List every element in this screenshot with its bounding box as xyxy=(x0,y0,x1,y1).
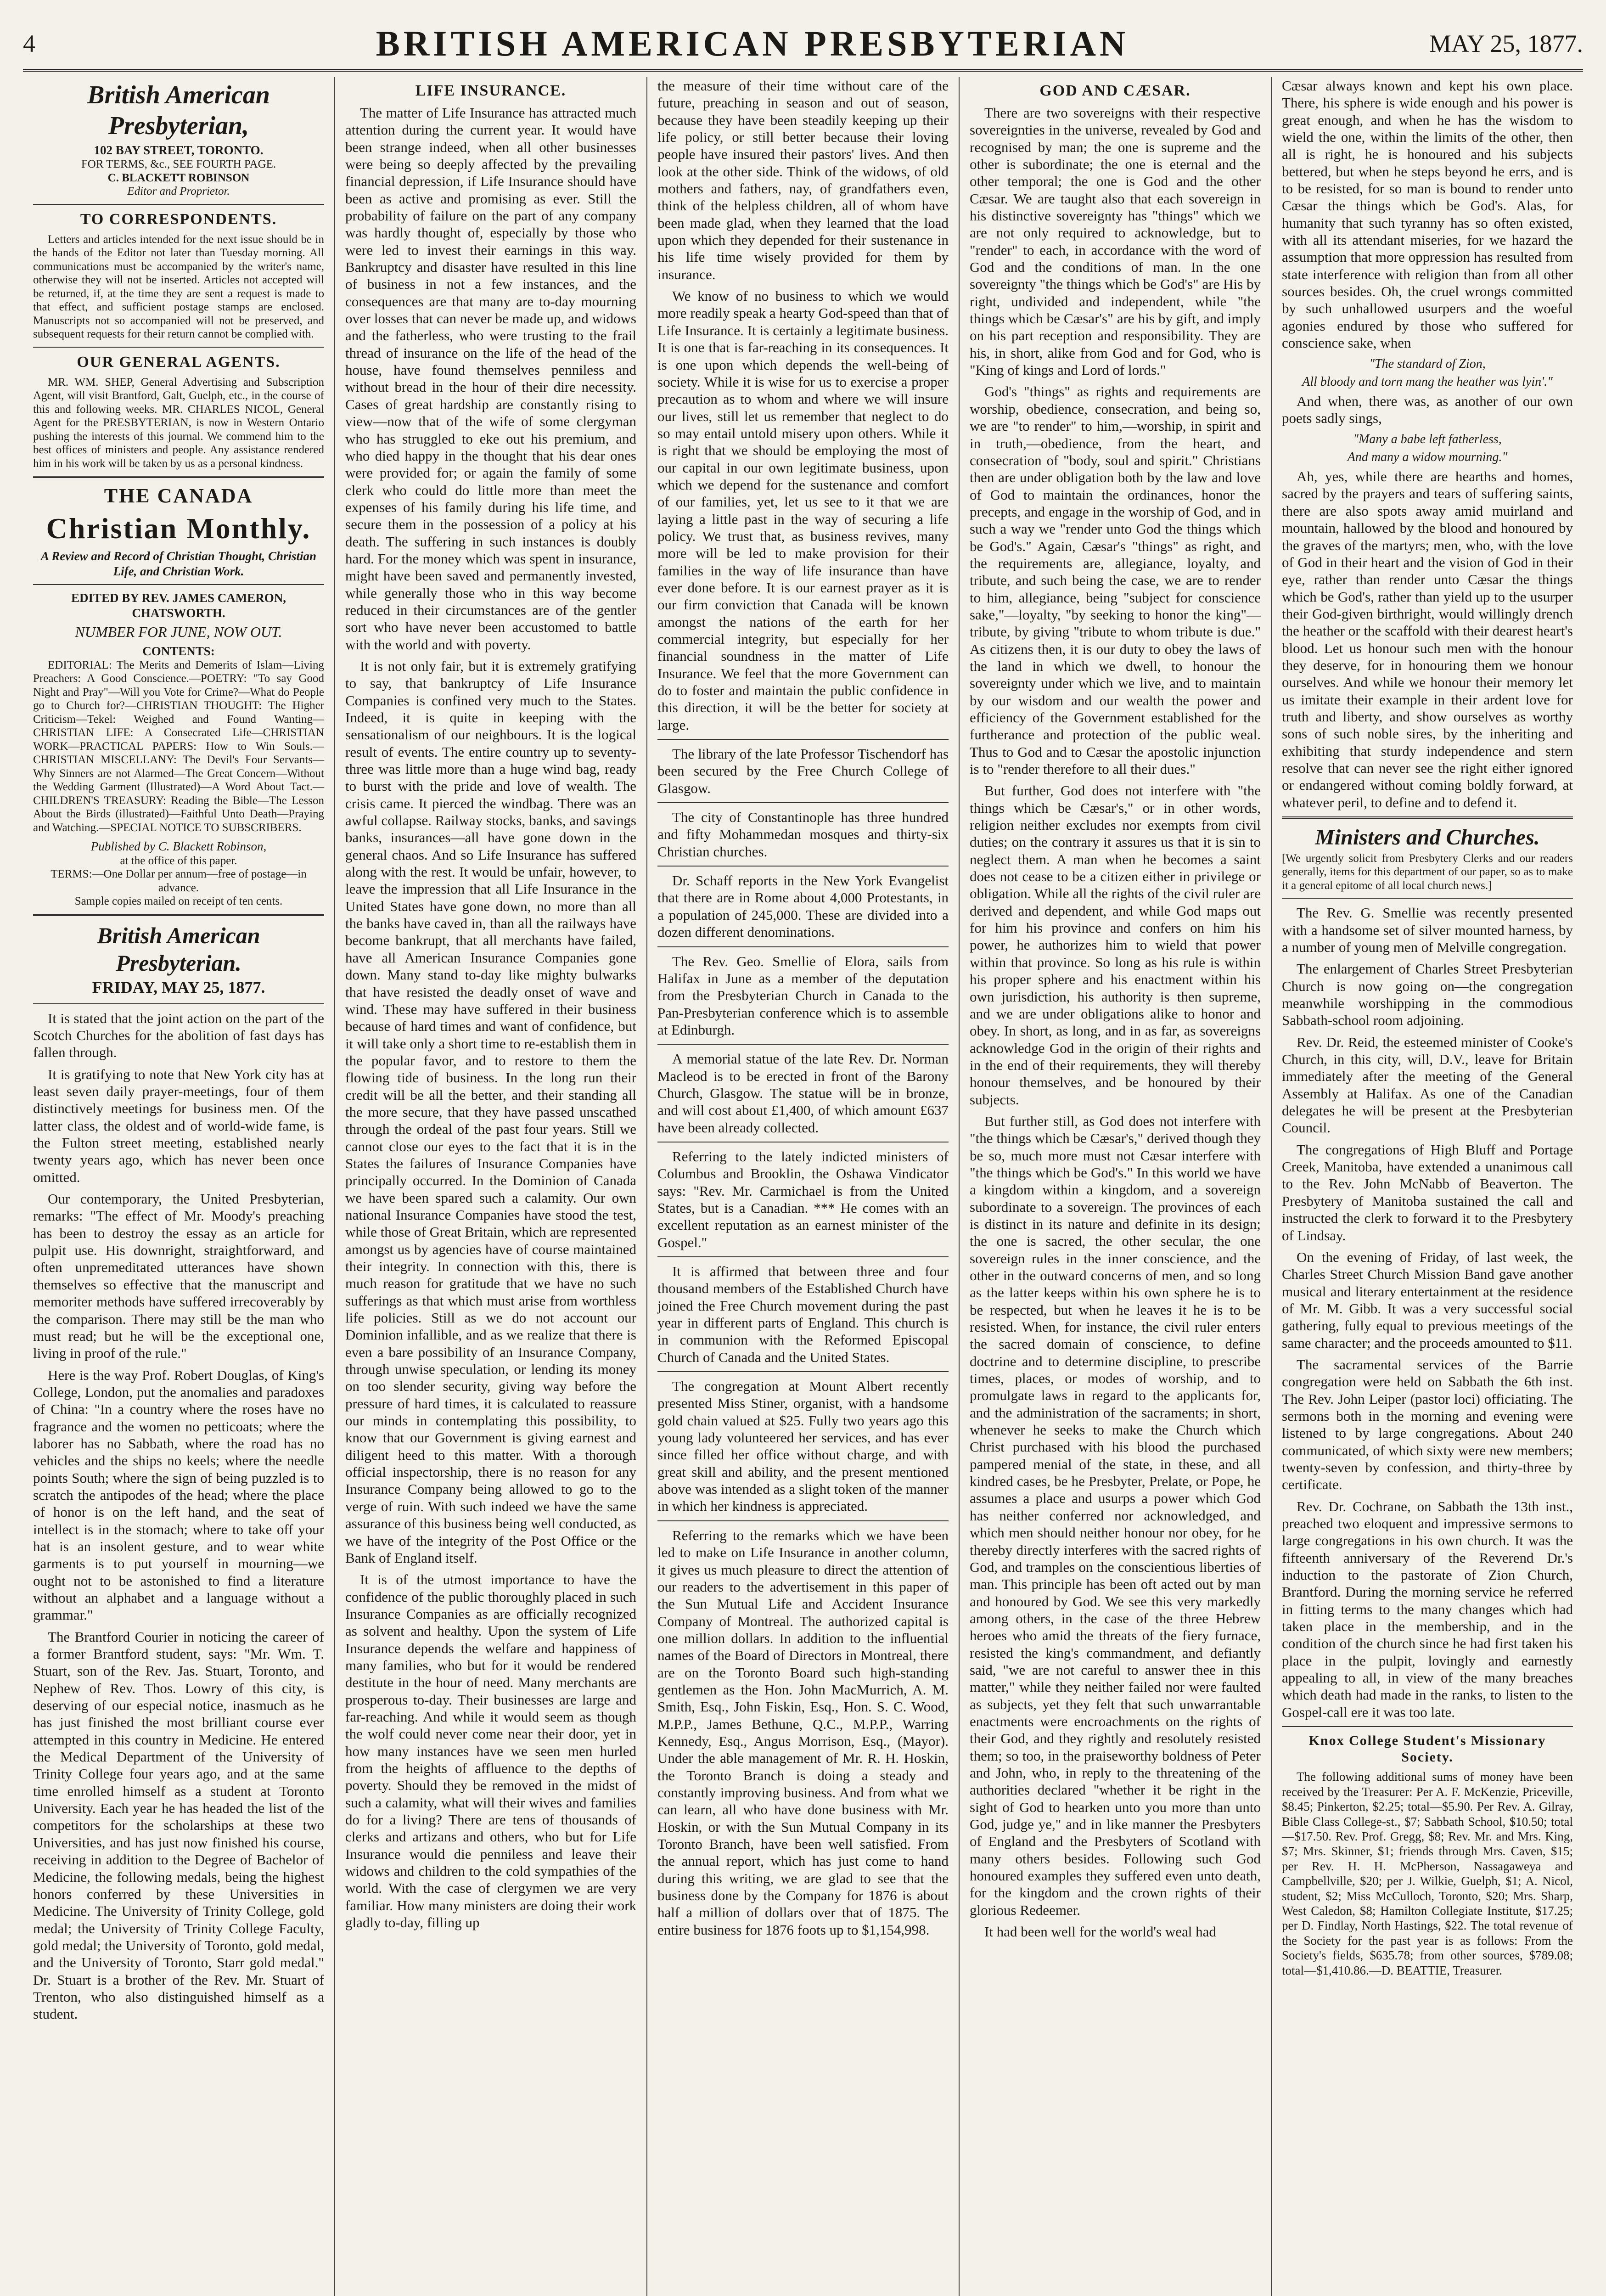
page-number: 4 xyxy=(23,30,35,57)
contents-text: EDITORIAL: The Merits and Demerits of Islam—Living Preachers: A Good Conscience.—POETRY: "To say Good Night and Pray"—Will you Vote for Crime?—What do People go to Church for?—CHRISTIAN THOUGHT: The Higher Criticism—Tekel: Weighed and Found Wanting—CHRISTIAN LIFE: A Consecrated Life—CHRISTIAN WORK—PRACTICAL PAPERS: How to Win Souls.—CHRISTIAN MISCELLANY: The Devil's Four Servants—Why Sinners are not Alarmed—The Great Concern—Without the Wedding Garment (Illustrated)—A Word About Tact.—CHILDREN'S TREASURY: Reading the Bible—The Lesson About the Birds (illustrated)—Faithful Unto Death—Praying and Watching.—SPECIAL NOTICE TO SUBSCRIBERS. xyxy=(33,658,324,834)
paragraph: Ah, yes, while there are hearths and homes, sacred by the prayers and tears of suffering saints, there are also spots away amid muirland and mountain, hallowed by the blood and honoured by the graves of the martyrs; men, who, with the love of God in their heart and the vision of God in their eye, rather than render unto Cæsar the things which be God's, rather than yield up to the usurper their God-given birthright, would willingly drench the heather or the scaffold with their dearest heart's blood. Let us honour such men with the honour they deserve, for in honouring them we honour ourselves. And while we honour their memory let us imitate their example in their ardent love for truth and liberty, and show ourselves as worthy sons of such noble sires, by the inheriting and exhibiting that sturdy independence and stern resolve that can never see the right either ignored or endangered without coming boldly forward, at whatever peril, to define and to defend it. xyxy=(1282,468,1573,810)
published-by: Published by C. Blackett Robinson, xyxy=(90,839,267,854)
paragraph: the measure of their time without care of the future, preaching in season and out of season, because they have been steadily keeping up their life policy, or still better because their loving people have insured their pastors' lives. And then look at the other side. Think of the widows, of old mothers and fathers, nay, of grandfathers even, think of the helpless children, all of whom have been made glad, when they learned that the load upon which they depended for their sustenance in his life time wisely provided for them by insurance. xyxy=(657,78,949,282)
nameplate: British American Presbyterian, xyxy=(87,81,270,141)
knox-heading: Knox College Student's Missionary Society. xyxy=(1308,1733,1546,1765)
news-item: Referring to the lately indicted ministers of Columbus and Brooklin, the Oshawa Vindicator says: "Rev. Mr. Carmichael is from the United States, but is a Canadian. *** He comes with an excellent reputation as an earnest minister of the Gospel." xyxy=(657,1148,949,1250)
paragraph: But further still, as God does not interfere with "the things which be Cæsar's," derived though they be so, much more must not Cæsar interfere with "the things which be God's." In this world we have a kingdom within a kingdom, and a sovereign subordinate to a sovereign. The provinces of each is distinct in its nature and definite in its design; the one is sacred, the other secular, the one sovereign rules in the inner conscience, and the other in the outward concerns of men, and so long as the latter keeps within his own sphere he is to be respected, but when he leaves it he is to be resisted. When, for instance, the civil ruler enters the sacred domain of conscience, to define doctrine and to determine discipline, to prescribe times, places, or modes of worship, and to promulgate laws in regard to the applicants for, and the administration of the sacraments; in short, whenever he seeks to make the Church which Christ purchased with his blood the purchased pampered menial of the state, in these, and all kindred cases, be he Presbyter, Prelate, or Pope, he assumes a place and usurps a power which God has neither conferred nor acknowledged, and which men should neither honour nor obey, for he thereby directly interferes with the sacred rights of God, and tramples on the conscientious liberties of man. This principle has been oft acted out by man and honoured by God. We see this very markedly among others, in the case of the three Hebrew heroes who amid the threats of the fiery furnace, resisted the king's commandment, and defiantly said, "we are not careful to answer thee in this matter," while they neither failed nor were faulted as subjects, yet they felt that such unwarrantable enactments were encroachments on the rights of their God, and they rightly and resolutely resisted them; so too, in the praiseworthy boldness of Peter and John, who, in reply to the threatening of the authorities declared "whether it be right in the sight of God to hearken unto you more than unto God, judge ye," and in like manner the Presbyters of England and the Presbyters of Scotland with many others besides. Following such God honoured examples they suffered even unto death, for the kingdom and the crown rights of their glorious Redeemer. xyxy=(970,1113,1261,1918)
church-item: The enlargement of Charles Street Presbyterian Church is now going on—the congregation meanwhile worshipping in the commodious Sabbath-school room adjoining. xyxy=(1282,961,1573,1029)
issue-date-header: MAY 25, 1877. xyxy=(1429,30,1583,57)
church-item: The congregations of High Bluff and Portage Creek, Manitoba, have extended a unanimous call to the Rev. John McNabb of Beaverton. The Presbytery of Manitoba sustained the call and instructed the clerk to forward it to the Presbytery of Lindsay. xyxy=(1282,1141,1573,1244)
paragraph: Here is the way Prof. Robert Douglas, of King's College, London, put the anomalies and paradoxes of China: "In a country where the roses have no fragrance and the women no petticoats; where the laborer has no Sabbath, where the road has no vehicles and the ships no keels; where the needle points South; where the sign of being puzzled is to scratch the antipodes of the head; where the place of honor is on the left hand, and the seat of intellect is in the stomach; where to take off your hat is an insolent gesture, and to wear white garments is to put yourself in mourning—we ought not to be astonished to find a literature without an alphabet and a language without a grammar." xyxy=(33,1367,324,1623)
paragraph: Cæsar always known and kept his own place. There, his sphere is wide enough and his power is great enough, and when he has the wisdom to wield the one, within the limits of the other, then all is right, he is honoured and his subjects bettered, but when he steps beyond he errs, and is to be resisted, for so man is bound to render unto Cæsar the things which be God's. Alas, for humanity that such tyranny has so often existed, with all its attendant miseries, for we hazard the assumption that more oppression has resulted from state interference with religion than from all other sources besides. Oh, the cruel wrongs committed by such unhallowed usurpers and the woeful agonies endured by those who suffered for conscience sake, when xyxy=(1282,78,1573,351)
paragraph: There are two sovereigns with their respective sovereignties in the universe, revealed by God and recognised by man; the one is supreme and the other is subordinate; the one is eternal and the other temporal; the one is God and the other Cæsar. We are taught also that each sovereign in his distinctive sovereignty has "things" which we are not only required to acknowledge, but to "render" to each, in accordance with the word of God and the conditions of man. In the one sovereignty "the things which be God's" are His by right, undivided and independent, while "the things which be Cæsar's" are his by gift, and imply on his part reception and responsibility. They are his, in short, alike from God and for God, who is "King of kings and Lord of lords." xyxy=(970,104,1261,378)
verse-line: "Many a babe left fatherless, xyxy=(1353,432,1502,446)
contents-heading: CONTENTS: xyxy=(142,644,215,658)
paragraph: The matter of Life Insurance has attracted much attention during the current year. It would have been strange indeed, when all other businesses were being so deeply affected by the prevailing financial depression, if Life Insurance should have been as active and promising as ever. Still the probability of failure on the part of any company was hardly thought of, especially by those who were led to invest their earnings in this way. Bankruptcy and disaster have resulted in this line of business in not a few instances, and the consequences are that many are to-day mourning over losses that can never be made up, and widows and the fatherless, who were trusting to the frail thread of insurance on the life of the head of the house, have found themselves penniless and without bread in the hour of their dire necessity. Cases of great hardship are constantly rising to view—now that of the wife of some clergyman who has struggled to eke out his premium, and who died happy in the thought that his dear ones were provided for; or again the family of some clerk who could do little more than meet the expenses of his family during his life time, and secure them in the possession of a policy at his death. The suffering in such instances is doubly hard. For the money which was spent in insurance, might have been saved and permanently invested, while generally those who in this way become reduced in their circumstances are of the gentler sort who have never been accustomed to battle with the world and with poverty. xyxy=(345,104,636,653)
verse-line: All bloody and torn mang the heather was lyin'." xyxy=(1302,375,1553,389)
paragraph: We know of no business to which we would more readily speak a hearty God-speed than that of Life Insurance. It is certainly a legitimate business. It is one that is far-reaching in its consequences. It is one upon which depends the well-being of society. While it is wise for us to exercise a proper precaution as to whom and where we will insure our lives, still let us remember that neglect to do so may entail untold misery upon others. While it is right that we should be employing the most of our capital in our own legitimate business, upon which we depend for the sustenance and comfort of our families, yet, let us see to it that we are laying a little past in the way of securing a life policy. We trust that, as business revives, many more will be led to make provision for their families in the way of life insurance than have ever done before. It is our earnest prayer as it is our firm conviction that Canada will be known amongst the nations of the earth for her commercial integrity, but especially for her financial soundness in the matter of Life Insurance. We feel that the more Government can do to foster and maintain the public confidence in this direction, it will be the better for society at large. xyxy=(657,288,949,733)
monthly-title: Christian Monthly. xyxy=(46,512,311,545)
news-item: The Rev. Geo. Smellie of Elora, sails from Halifax in June as a member of the deputation from the Presbyterian Church in Canada to the Pan-Presbyterian conference which is to assemble at Edinburgh. xyxy=(657,953,949,1038)
ministers-heading: Ministers and Churches. xyxy=(1315,825,1540,850)
monthly-the: THE CANADA xyxy=(104,484,253,507)
paragraph: The Brantford Courier in noticing the career of a former Brantford student, says: "Mr. Wm. T. Stuart, son of the Rev. Jas. Stuart, Toronto, and Nephew of Rev. Thos. Lowry of this city, is deserving of our especial notice, inasmuch as he has just finished the most brilliant course ever attempted in this country in Medicine. He entered the Medical Department of the University of Trinity College four years ago, and at the same time enrolled himself as a student at Toronto University. Each year he has headed the list of the competitors for the scholarships at these two Universities, and has just now finished his course, receiving in addition to the Degree of Bachelor of Medicine, the following medals, being the highest honors conferred by these Universities in Medicine. The University of Trinity College, gold medal; the University of Trinity College Faculty, gold medal; the University of Toronto, gold medal, and the University of Toronto, Starr gold medal." Dr. Stuart is a brother of the Rev. Mr. Stuart of Trenton, who also distinguished himself as a student. xyxy=(33,1628,324,2022)
church-item: The Rev. G. Smellie was recently presented with a handsome set of silver mounted harness, by a number of young men of Melville congregation. xyxy=(1282,905,1573,956)
church-item: The sacramental services of the Barrie congregation were held on Sabbath the 6th inst. The Rev. John Leiper (pastor loci) officiating. The sermons both in the morning and evening were listened to by large congregations. About 240 communicated, of which sixty were new members; twenty-seven by confession, and thirty-three by certificate. xyxy=(1282,1356,1573,1493)
church-item: On the evening of Friday, of last week, the Charles Street Church Mission Band gave another musical and literary entertainment at the residence of Mr. M. Gibb. It was a very successful social gathering, fully equal to previous meetings of the same character; and the proceeds amounted to $11. xyxy=(1282,1249,1573,1351)
terms-line: FOR TERMS, &c., SEE FOURTH PAGE. xyxy=(81,158,276,171)
paragraph: It is stated that the joint action on the part of the Scotch Churches for the abolition of fast days has fallen through. xyxy=(33,1010,324,1061)
church-item: Rev. Dr. Cochrane, on Sabbath the 13th inst., preached two eloquent and impressive sermons to large congregations in his own church. It was the fifteenth anniversary of the Reverend Dr.'s induction to the pastorate of Zion Church, Brantford. During the morning service he referred in fitting terms to the many changes which had taken place in the membership, and in the condition of the church since he had first taken his place in the pulpit, lovingly and earnestly appealing to all, in view of the many breaches which death had made in the ranks, to listen to the Gospel-call ere it was too late. xyxy=(1282,1498,1573,1720)
correspondents-text: Letters and articles intended for the next issue should be in the hands of the Editor not later than Tuesday morning. All communications must be accompanied by the writer's name, otherwise they will not be inserted. Articles not accepted will be returned, if, at the time they are sent a request is made to that effect, and sufficient postage stamps are enclosed. Manuscripts not so accompanied will not be preserved, and subsequent requests for their return cannot be complied with. xyxy=(33,233,324,341)
column-4 xyxy=(960,77,1272,2296)
news-item: The library of the late Professor Tischendorf has been secured by the Free Church College of Glasgow. xyxy=(657,746,949,796)
published-office: at the office of this paper. xyxy=(120,854,237,867)
terms: TERMS:—One Dollar per annum—free of postage—in advance. xyxy=(51,868,307,894)
news-item: It is affirmed that between three and four thousand members of the Established Church have joined the Free Church movement during the past year in different parts of England. This church is in communion with the Reformed Episcopal Church of Canada and the United States. xyxy=(657,1263,949,1365)
church-item: Rev. Dr. Reid, the esteemed minister of Cooke's Church, in this city, will, D.V., leave for Britain immediately after the meeting of the General Assembly at Halifax. As one of the Canadian delegates he will be present at the Presbyterian Council. xyxy=(1282,1034,1573,1136)
verse-line: "The standard of Zion, xyxy=(1369,356,1486,371)
knox-text: The following additional sums of money have been received by the Treasurer: Per A. F. McKenzie, Priceville, $8.45; Pinkerton, $2.25; total—$5.90. Per Rev. A. Gilray, Bible Class College-st., $7; Sabbath School, $10.50; total—$17.50. Rev. Prof. Gregg, $8; Rev. Mr. and Mrs. King, $7; Mrs. Skinner, $1; friends through Mrs. Caven, $15; per Rev. H. H. McPherson, Nassagaweya and Campbellville, $20; per J. Wilkie, Guelph, $1; A. Nicol, student, $2; Miss McCulloch, Toronto, $20; Mrs. Sharp, West Caledon, $8; Hamilton Collegiate Institute, $17.25; per D. Findlay, North Hastings, $22. The total revenue of the Society for the past year is as follows: From the Society's fields, $635.78; from other sources, $789.08; total—$1,410.86.—D. BEATTIE, Treasurer. xyxy=(1282,1770,1573,1977)
paper-title: BRITISH AMERICAN PRESBYTERIAN xyxy=(376,23,1129,63)
monthly-editor: EDITED BY REV. JAMES CAMERON, CHATSWORTH. xyxy=(71,591,286,620)
news-item: The city of Constantinople has three hundred and fifty Mohammedan mosques and thirty-six Christian churches. xyxy=(657,809,949,860)
agents-text: MR. WM. SHEP, General Advertising and Subscription Agent, will visit Brantford, Galt, Guelph, etc., in the course of this and following weeks. MR. CHARLES NICOL, General Agent for the PRESBYTERIAN, is now in Western Ontario pushing the interests of this journal. We commend him to the best offices of ministers and people. Any assistance rendered him in his work will be taken by us as a personal kindness. xyxy=(33,376,324,470)
column-3 xyxy=(647,77,960,2296)
correspondents-heading: TO CORRESPONDENTS. xyxy=(80,210,277,228)
paragraph: God's "things" as rights and requirements are worship, obedience, consecration, and being so, we are "to render" to him,—worship, in spirit and in truth,—obedience, from the heart, and consecration of "body, soul and spirit." Christians then are under obligation both by the law and love of God to maintain the ordinances, honor the precepts, and engage in the worship of God, and in such a way we "render unto God the things which be God's." Again, Cæsar's "things" as right, and the requirements are, allegiance, loyalty, and tribute, and such being the case, we are to render to him, allegiance, being "subject for conscience sake,"—loyalty, "by seeking to honor the king"—tribute, by giving "tribute to whom tribute is due." As citizens then, it is our duty to obey the laws of the land in which we dwell, to honour the sovereignty under which we live, and to maintain by our wisdom and our wealth the power and efficiency of the Government established for the furtherance and protection of the public weal. Thus to God and to Cæsar the apostolic injunction is to "render therefore to all their dues." xyxy=(970,383,1261,777)
address: 102 BAY STREET, TORONTO. xyxy=(94,143,264,157)
paragraph: It had been well for the world's weal had xyxy=(984,1924,1216,1940)
verse-line: And many a widow mourning." xyxy=(1347,450,1508,465)
paragraph: It is not only fair, but it is extremely gratifying to say, that bankruptcy of Life Insurance Companies is confined very much to the States. Indeed, it is quite in keeping with the sensationalism of our neighbours. It is the logical result of events. The entire country up to seventy-three was little more than a huge wind bag, ready to burst with the pride and love of wealth. The crisis came. It pierced the windbag. There was an awful collapse. Railway stocks, banks, and savings banks, insurances—all have gone down in the general chaos. And so Life Insurance has suffered along with the rest. It would be unfair, however, to leave the impression that all Life Insurance in the United States have gone down, no more than all the banks have caved in, than all the railways have become bankrupt, that all merchants have failed, have all American Insurance Companies gone down. Many stand to-day like mighty bulwarks that have resisted the deadly onset of wave and wind. These may have suffered in their business because of hard times and want of confidence, but it will take only a short time to re-establish them in the popular favor, and to restore to them the flowing tide of business. In the long run their credit will be all the better, and their standing all the more secure, that they have passed unscathed through the ordeal of the past four years. Still we cannot close our eyes to the fact that it is in the States the failures of Insurance Companies have principally occurred. In the Dominion of Canada we have been spared such a calamity. Our own national Insurance Companies have stood the test, while those of Great Britain, which are represented amongst us by agencies have of course maintained their integrity. In connection with this, there is much reason for gratitude that we have no such sufferings as that which must arise from worthless life policies. Still as we do not account our Dominion infallible, and as we realize that there is even a bare possibility of an Insurance Company, through unwise speculation, or lending its money on too slender security, giving way before the pressure of hard times, it is calculated to reassure our minds in contemplating this possibility, to know that our Government is giving earnest and diligent heed to this matter. With a thorough official inspectorship, there is no reason for any Insurance Company being allowed to go to the verge of ruin. With such indeed we have the same assurance of this business being well conducted, as we have of the integrity of the Post Office or the Bank of England itself. xyxy=(345,658,636,1566)
column-5 xyxy=(1272,77,1583,2296)
article-heading-god-and-caesar: GOD AND CÆSAR. xyxy=(1039,82,1191,99)
monthly-subtitle: A Review and Record of Christian Thought, Christian Life, and Christian Work. xyxy=(40,549,317,578)
paragraph: It is gratifying to note that New York city has at least seven daily prayer-meetings, four of them distinctively meetings for business men. Of the latter class, the oldest and of world-wide fame, is the Fulton street meeting, established nearly twenty years ago, which has never been once omitted. xyxy=(33,1066,324,1185)
masthead xyxy=(23,18,1583,72)
column-1 xyxy=(23,77,335,2296)
publisher: C. BLACKETT ROBINSON xyxy=(107,171,250,184)
news-item: Referring to the remarks which we have been led to make on Life Insurance in another column, it gives us much pleasure to direct the attention of our readers to the advertisement in this paper of the Sun Mutual Life and Accident Insurance Company of Montreal. The authorized capital is one million dollars. In addition to the influential names of the Board of Directors in Montreal, there are on the Toronto Board such high-standing gentlemen as the Hon. John MacMurrich, A. M. Smith, Esq., John Fiskin, Esq., Hon. S. C. Wood, M.P.P., James Bethune, Q.C., M.P.P., Warring Kennedy, Esq., Angus Morrison, Esq., (Mayor). Under the able management of Mr. R. H. Hoskin, the Toronto Branch is doing a steady and constantly improving business. And from what we can learn, all who have done business with Mr. Hoskin, or with the Sun Mutual Company in its Toronto Branch, have been well satisfied. From the annual report, which has just come to hand during this writing, we are glad to see that the business done by the Company for 1876 is about half a million of dollars over that of 1875. The entire business for 1876 foots up to $1,154,998. xyxy=(657,1527,949,1938)
column-2 xyxy=(335,77,647,2296)
article-heading-life-insurance: LIFE INSURANCE. xyxy=(415,82,567,99)
sample-copies: Sample copies mailed on receipt of ten cents. xyxy=(74,895,283,908)
publisher-role: Editor and Proprietor. xyxy=(127,185,230,198)
paragraph: And when, there was, as another of our own poets sadly sings, xyxy=(1282,393,1573,427)
nameplate-2: British American Presbyterian. xyxy=(97,922,260,976)
paragraph: Our contemporary, the United Presbyterian, remarks: "The effect of Mr. Moody's preaching has been to destroy the essay as an article for pulpit use. His downright, straightforward, and often unpremeditated utterances have shown themselves so effective that the manuscript and memoriter methods have suffered irrecoverably by the comparison. There may still be the man who must read; but he will be the exceptional one, living in proof of the rule." xyxy=(33,1191,324,1362)
news-item: The congregation at Mount Albert recently presented Miss Stiner, organist, with a handsome gold chain valued at $25. Fully two years ago this young lady volunteered her services, and has ever since filled her office without charge, and with great skill and ability, and the present mentioned above was intended as a slight token of the manner in which her kindness is appreciated. xyxy=(657,1378,949,1514)
news-item: Dr. Schaff reports in the New York Evangelist that there are in Rome about 4,000 Protestants, in a population of 245,000. These are divided into a dozen different denominations. xyxy=(657,872,949,940)
monthly-number: NUMBER FOR JUNE, NOW OUT. xyxy=(75,623,282,640)
paragraph: But further, God does not interfere with "the things which be Cæsar's," or in other words, religion neither excludes nor exempts from civil duties; on the contrary it assures us that it is sin to neglect them. A man when he becomes a saint does not cease to be a citizen either in privilege or obligation. While all the rights of the civil ruler are derived and dependent, and while God maps out for him his province and confers on him his power, he authorizes him to wield that power within that province. So long as his rule is within his proper sphere and his enactment within his own jurisdiction, his authority is then supreme, and we are under obligations alike to honor and obey. In short, as long, and in as far, as sovereigns acknowledge God in the origin of their rights and in the end of their requirements, they will thereby honour themselves, and be honoured by their subjects. xyxy=(970,782,1261,1108)
ministers-note: [We urgently solicit from Presbytery Clerks and our readers generally, items for this department of our paper, so as to make it a general epitome of all local church news.] xyxy=(1282,852,1573,892)
paragraph: It is of the utmost importance to have the confidence of the public thoroughly placed in such Insurance Companies as are officially recognized as solvent and healthy. Upon the system of Life Insurance depends the welfare and happiness of many families, who but for it would be rendered destitute in the hour of need. Many merchants are prosperous to-day. Their businesses are large and far-reaching. And while it would seem as though the wolf could never come near their door, yet in how many instances have we seen men hurled from the heights of affluence to the depths of poverty. Should they be removed in the midst of such a calamity, what will their wives and families do for a living? There are tens of thousands of clerks and artizans and others, who but for Life Insurance would die penniless and leave their widows and children to the cold sympathies of the world. With the case of clergymen we are very familiar. How many ministers are doing their work gladly to-day, filling up xyxy=(345,1571,636,1931)
news-item: A memorial statue of the late Rev. Dr. Norman Macleod is to be erected in front of the Barony Church, Glasgow. The statue will be in bronze, and will cost about £1,400, of which amount £637 have been already collected. xyxy=(657,1051,949,1136)
agents-heading: OUR GENERAL AGENTS. xyxy=(77,353,281,371)
issue-date: FRIDAY, MAY 25, 1877. xyxy=(92,978,265,997)
columns xyxy=(23,77,1583,2296)
